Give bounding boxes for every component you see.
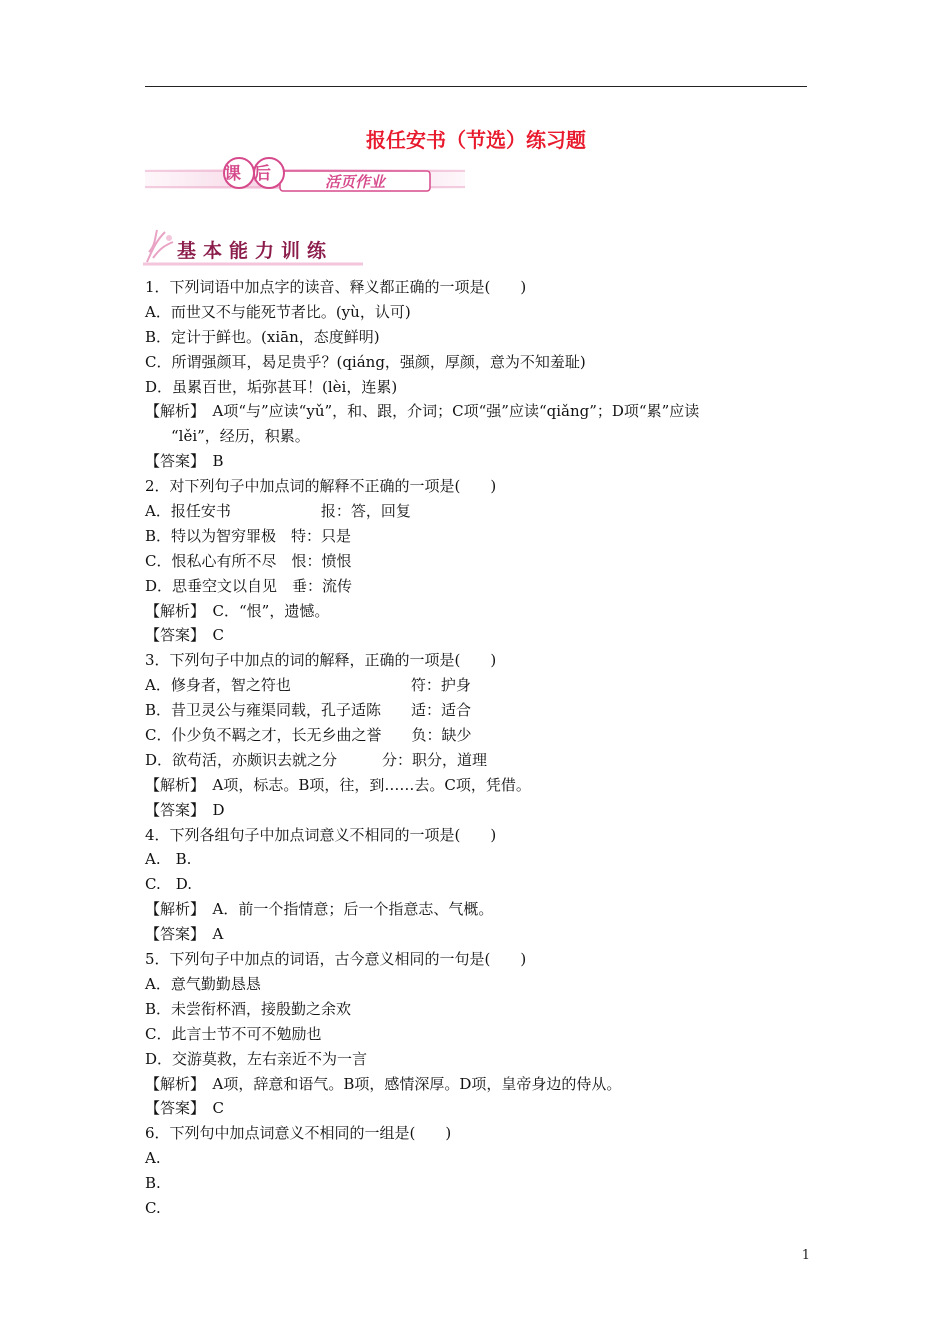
text-line: 【解析】 A项，标志。B项，往，到……去。C项，凭借。 [145,775,531,794]
text-line: 3．下列句子中加点的词的解释，正确的一项是( ) [145,651,497,670]
text-line: 【答案】 C [145,626,224,645]
text-line: 【解析】 A项，辞意和语气。B项，感情深厚。D项，皇帝身边的侍从。 [145,1074,622,1093]
text-line: B．定计于鲜也。(xiān，态度鲜明) [145,327,380,346]
banner-right-text: 活页作业 [324,173,386,191]
text-line: 6．下列句中加点词意义不相同的一组是( ) [145,1124,452,1143]
text-line: B．特以为智穷罪极 特：只是 [145,526,352,545]
text-line: A．而世又不与能死节者比。(yù，认可) [145,302,411,321]
text-line: D．思垂空文以自见 垂：流传 [145,576,353,595]
text-line: 1．下列词语中加点字的读音、释义都正确的一项是( ) [145,278,527,296]
text-line: C. D. [145,875,192,894]
text-line: A. B. [145,850,192,869]
text-line: 【答案】 D [145,800,225,819]
text-line: A．意气勤勤恳恳 [145,974,261,993]
text-line: C．仆少负不羁之才，长无乡曲之誉 负：缺少 [145,726,472,745]
text-line: 【解析】 C．“恨”，遗憾。 [145,601,330,620]
page-title: 报任安书（节选）练习题 [366,128,586,152]
text-line: B. [145,1174,161,1193]
text-line: C．所谓强颜耳，曷足贵乎？(qiáng，强颜，厚颜，意为不知羞耻) [145,352,586,371]
flower-icon [147,230,173,262]
section-header [143,228,363,268]
text-line: 4．下列各组句子中加点词意义不相同的一项是( ) [145,825,497,844]
text-line: A．修身者，智之符也 符：护身 [145,676,471,695]
text-line: 【答案】 B [145,452,224,471]
text-line: 【答案】 A [145,925,224,944]
text-line: A．报任安书 报：答，回复 [145,502,411,521]
banner-left-text: 课后 [224,164,284,184]
text-line: 2．对下列句子中加点词的解释不正确的一项是( ) [145,477,497,496]
text-line: B．未尝衔杯酒，接殷勤之余欢 [145,999,352,1018]
text-line: 【答案】 C [145,1099,224,1118]
text-line: 5．下列句子中加点的词语，古今意义相同的一句是( ) [145,950,527,969]
exercise-content [145,275,807,1221]
text-line: 【解析】 A．前一个指情意；后一个指意志、气概。 [145,900,494,919]
text-line: D．交游莫救，左右亲近不为一言 [145,1049,368,1068]
text-line: C. [145,1198,161,1217]
section-title: 基本能力训练 [177,240,334,262]
text-line: “lěi”，经历，积累。 [171,427,310,446]
after-class-banner [145,155,465,201]
text-line: D．欲苟活，亦颇识去就之分 分：职分，道理 [145,750,488,769]
text-line: C．此言士节不可不勉励也 [145,1024,322,1043]
text-line: 【解析】 A项“与”应读“yǔ”，和、跟，介词；C项“强”应读“qiǎng”；D项“累”应读 [145,402,700,421]
text-line: A. [145,1149,161,1168]
page-number: 1 [801,1248,810,1263]
flower-dot [166,235,172,241]
text-line: C．恨私心有所不尽 恨：愤恨 [145,551,352,570]
text-line: D．虽累百世，垢弥甚耳！(lèi，连累) [145,377,398,396]
text-line: B．昔卫灵公与雍渠同载，孔子适陈 适：适合 [145,701,472,720]
header-rule [145,86,807,87]
